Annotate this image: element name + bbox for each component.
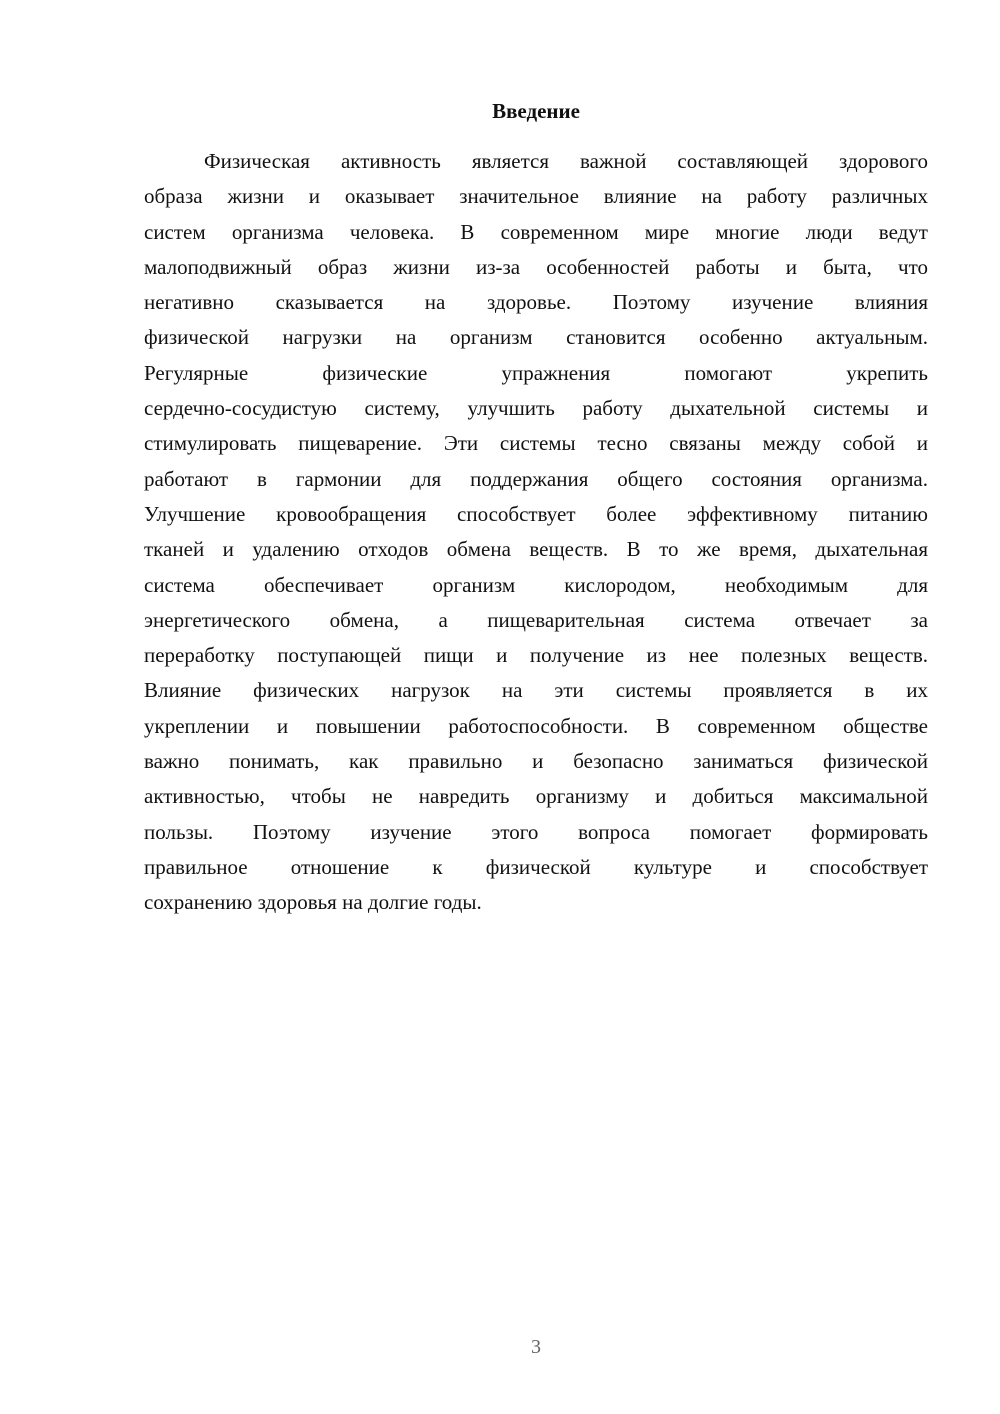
paragraph-line: негативно сказывается на здоровье. Поэтому изучение влияния xyxy=(144,290,928,315)
paragraph-line: малоподвижный образ жизни из-за особенностей работы и быта, что xyxy=(144,254,928,279)
paragraph-line: сохранению здоровья на долгие годы. xyxy=(144,890,482,915)
paragraph-line: стимулировать пищеварение. Эти системы тесно связаны между собой и xyxy=(144,431,928,456)
paragraph-line: Физическая активность является важной составляющей здорового xyxy=(204,149,928,173)
paragraph-line: систем организма человека. В современном мире многие люди ведут xyxy=(144,219,928,244)
paragraph-line: пользы. Поэтому изучение этого вопроса помогает формировать xyxy=(144,819,928,844)
page-number: 3 xyxy=(531,1336,541,1358)
paragraph-line: активностью, чтобы не навредить организму и добиться максимальной xyxy=(144,784,928,809)
paragraph-line: образа жизни и оказывает значительное влияние на работу различных xyxy=(144,184,928,209)
paragraph-line: Влияние физических нагрузок на эти системы проявляется в их xyxy=(144,678,928,703)
paragraph-line: Улучшение кровообращения способствует более эффективному питанию xyxy=(144,501,928,526)
paragraph-line: Регулярные физические упражнения помогают укрепить xyxy=(144,360,928,385)
paragraph-line: сердечно-сосудистую систему, улучшить работу дыхательной системы и xyxy=(144,396,928,421)
paragraph-line: укреплении и повышении работоспособности. В современном обществе xyxy=(144,713,928,738)
paragraph-line: система обеспечивает организм кислородом, необходимым для xyxy=(144,572,928,597)
paragraph-line: энергетического обмена, а пищеварительная система отвечает за xyxy=(144,607,928,632)
section-heading: Введение xyxy=(492,99,580,123)
introduction-paragraph xyxy=(144,144,928,921)
paragraph-line: работают в гармонии для поддержания общего состояния организма. xyxy=(144,466,928,491)
paragraph-line: тканей и удалению отходов обмена веществ. В то же время, дыхательная xyxy=(144,537,928,562)
paragraph-line: правильное отношение к физической культуре и способствует xyxy=(144,854,928,879)
paragraph-line: переработку поступающей пищи и получение из нее полезных веществ. xyxy=(144,643,928,668)
paragraph-line: физической нагрузки на организм становится особенно актуальным. xyxy=(144,325,928,350)
paragraph-line: важно понимать, как правильно и безопасно заниматься физической xyxy=(144,749,928,774)
